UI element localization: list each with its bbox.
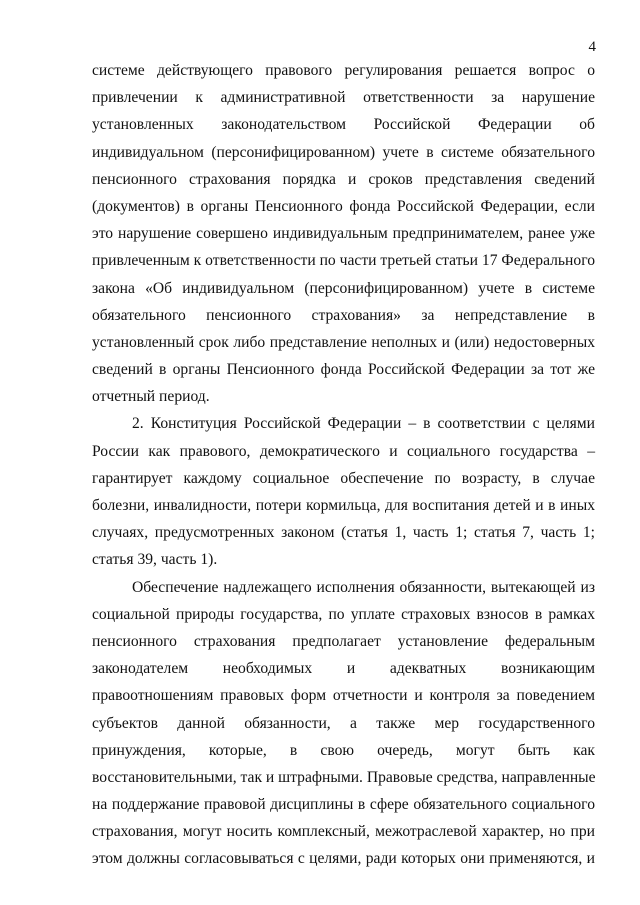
text-line: субъектов данной обязанности, а также мер государственного	[92, 714, 595, 732]
text-line: пенсионного страхования предполагает установление федеральным	[92, 632, 595, 650]
text-line: привлечении к административной ответственности за нарушение	[92, 89, 595, 107]
text-line: индивидуальном (персонифицированном) учете в системе обязательного	[92, 143, 595, 161]
text-line: (документов) в органы Пенсионного фонда Российской Федерации, если	[92, 197, 595, 215]
text-line: случаях, предусмотренных законом (статья 1, часть 1; статья 7, часть 1;	[92, 524, 595, 542]
text-line: статья 39, часть 1).	[92, 551, 218, 569]
text-line: правоотношениям правовых форм отчетности и контроля за поведением	[92, 687, 595, 705]
text-line: привлеченным к ответственности по части третьей статьи 17 Федерального	[92, 252, 595, 270]
page-number: 4	[588, 39, 596, 55]
text-line: болезни, инвалидности, потери кормильца, для воспитания детей и в иных	[92, 497, 595, 514]
document-body	[92, 57, 595, 873]
text-line: пенсионного страхования порядка и сроков представления сведений	[92, 170, 595, 188]
text-line: этом должны согласовываться с целями, ради которых они применяются, и	[92, 850, 595, 868]
text-line: России как правового, демократического и социального государства –	[92, 442, 595, 460]
text-line: установленных законодательством Российской Федерации об	[92, 116, 595, 134]
text-line: гарантирует каждому социальное обеспечение по возрасту, в случае	[92, 469, 595, 487]
paragraph-first-line: 2. Конституция Российской Федерации – в соответствии с целями	[132, 415, 595, 433]
text-line: страхования, могут носить комплексный, межотраслевой характер, но при	[92, 823, 595, 841]
text-line: социальной природы государства, по уплате страховых взносов в рамках	[92, 605, 595, 623]
text-line: отчетный период.	[92, 388, 210, 406]
text-line: сведений в органы Пенсионного фонда Российской Федерации за тот же	[92, 361, 595, 379]
text-line: принуждения, которые, в свою очередь, могут быть как	[92, 741, 595, 759]
text-line: на поддержание правовой дисциплины в сфере обязательного социального	[92, 796, 595, 814]
text-line: это нарушение совершено индивидуальным предпринимателем, ранее уже	[92, 225, 595, 243]
paragraph-first-line: Обеспечение надлежащего исполнения обязанности, вытекающей из	[132, 578, 595, 596]
text-line: восстановительными, так и штрафными. Правовые средства, направленные	[92, 768, 596, 786]
text-line: обязательного пенсионного страхования» за непредставление в	[92, 306, 595, 324]
text-line: системе действующего правового регулирования решается вопрос о	[92, 62, 595, 79]
text-line: законодателем необходимых и адекватных возникающим	[92, 660, 595, 678]
text-line: закона «Об индивидуальном (персонифицированном) учете в системе	[92, 279, 595, 297]
text-line: установленный срок либо представление неполных и (или) недостоверных	[92, 333, 595, 351]
